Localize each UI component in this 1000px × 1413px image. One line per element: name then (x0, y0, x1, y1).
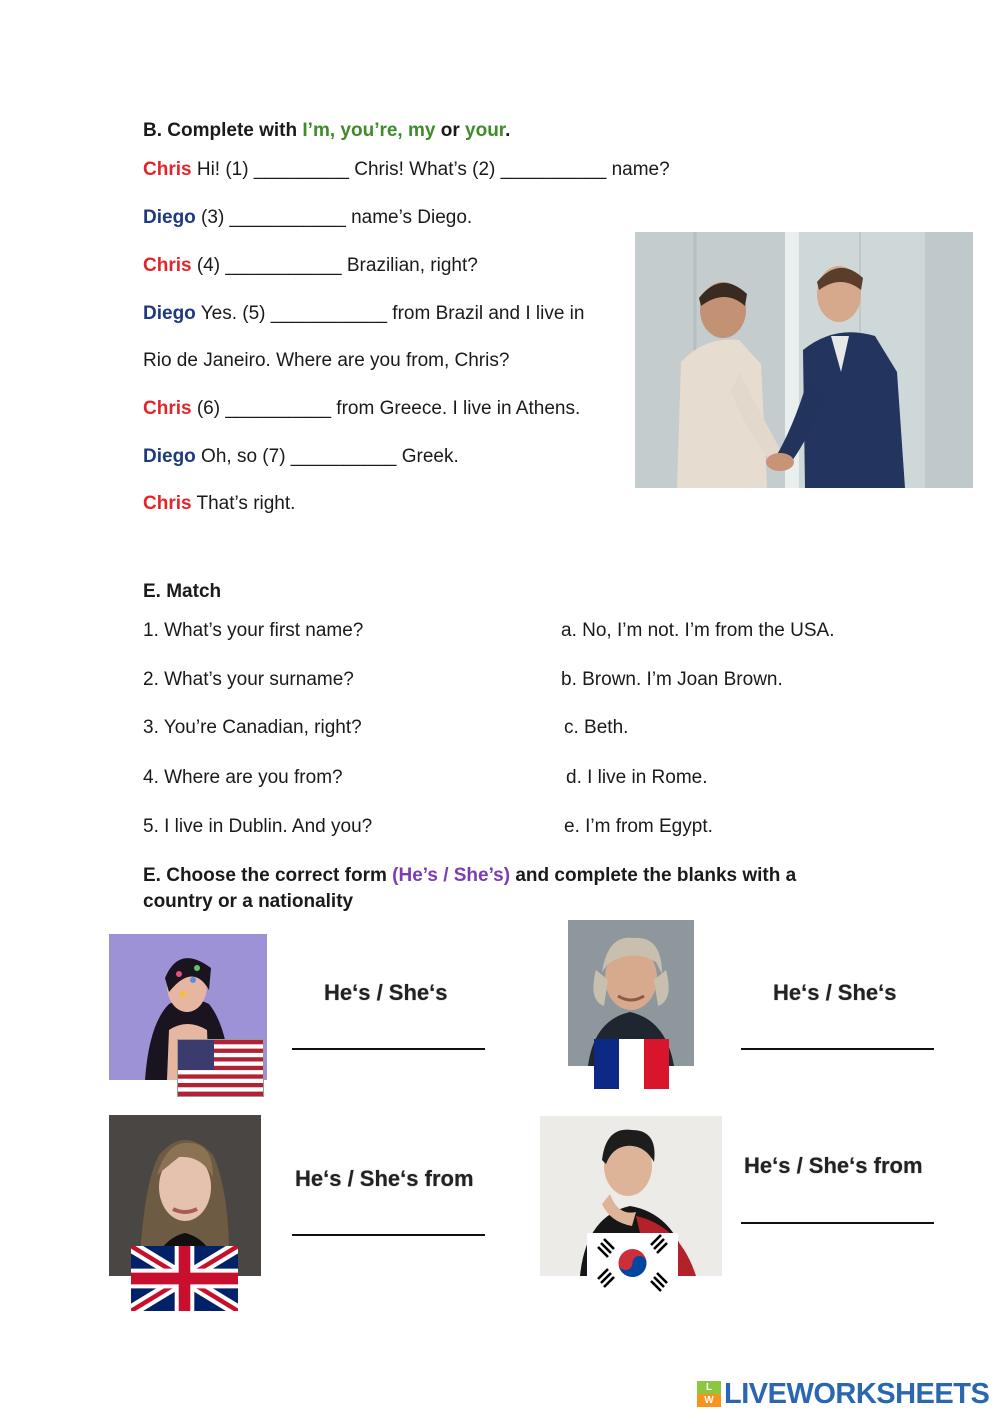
dialogue-line-3: Chris (4) ___________ Brazilian, right? (143, 255, 478, 276)
dialogue-line-8: Chris That’s right. (143, 493, 296, 514)
dialogue-line-4: Diego Yes. (5) ___________ from Brazil and I live in (143, 303, 585, 324)
choose-heading: E. Choose the correct form (He’s / She’s) and complete the blanks with a country or a nationality (143, 865, 797, 912)
handshake-photo (635, 232, 973, 488)
usa-flag (177, 1039, 264, 1097)
card-label: He‘s / She‘s (773, 980, 897, 1005)
uk-flag (131, 1246, 238, 1311)
dialogue-line-7: Diego Oh, so (7) __________ Greek. (143, 446, 459, 467)
dialogue-line-6: Chris (6) __________ from Greece. I live in Athens. (143, 398, 581, 419)
match-answer: c. Beth. (564, 717, 629, 738)
card-label: He‘s / She‘s from (744, 1153, 923, 1178)
answer-blank[interactable] (292, 1234, 485, 1236)
dialogue-line-1: Chris Hi! (1) _________ Chris! What’s (2) __________ name? (143, 159, 670, 180)
logo-text: LIVEWORKSHEETS (724, 1377, 990, 1410)
match-question: 1. What’s your first name? (143, 620, 364, 641)
card-label: He‘s / She‘s (324, 980, 448, 1005)
match-answer: b. Brown. I’m Joan Brown. (561, 669, 783, 690)
answer-blank[interactable] (741, 1048, 934, 1050)
match-answer: a. No, I’m not. I’m from the USA. (561, 620, 835, 641)
dialogue-line-5: Rio de Janeiro. Where are you from, Chris? (143, 350, 510, 371)
match-answer: e. I’m from Egypt. (564, 816, 713, 837)
france-flag (594, 1039, 669, 1089)
liveworksheets-logo[interactable] (697, 1376, 989, 1412)
logo-badge-bottom: W (697, 1394, 721, 1407)
match-answer: d. I live in Rome. (566, 767, 708, 788)
dialogue-line-2: Diego (3) ___________ name’s Diego. (143, 207, 473, 228)
logo-badge-icon (697, 1381, 721, 1407)
match-question: 5. I live in Dublin. And you? (143, 816, 373, 837)
match-question: 2. What’s your surname? (143, 669, 354, 690)
answer-blank[interactable] (292, 1048, 485, 1050)
match-question: 3. You’re Canadian, right? (143, 717, 362, 738)
korea-flag (587, 1233, 678, 1293)
card-label: He‘s / She‘s from (295, 1166, 474, 1191)
match-question: 4. Where are you from? (143, 767, 343, 788)
answer-blank[interactable] (741, 1222, 934, 1224)
section-b-heading: B. Complete with I’m, you’re, my or your. (143, 120, 511, 141)
match-heading: E. Match (143, 581, 222, 602)
logo-badge-top: L (697, 1381, 721, 1394)
